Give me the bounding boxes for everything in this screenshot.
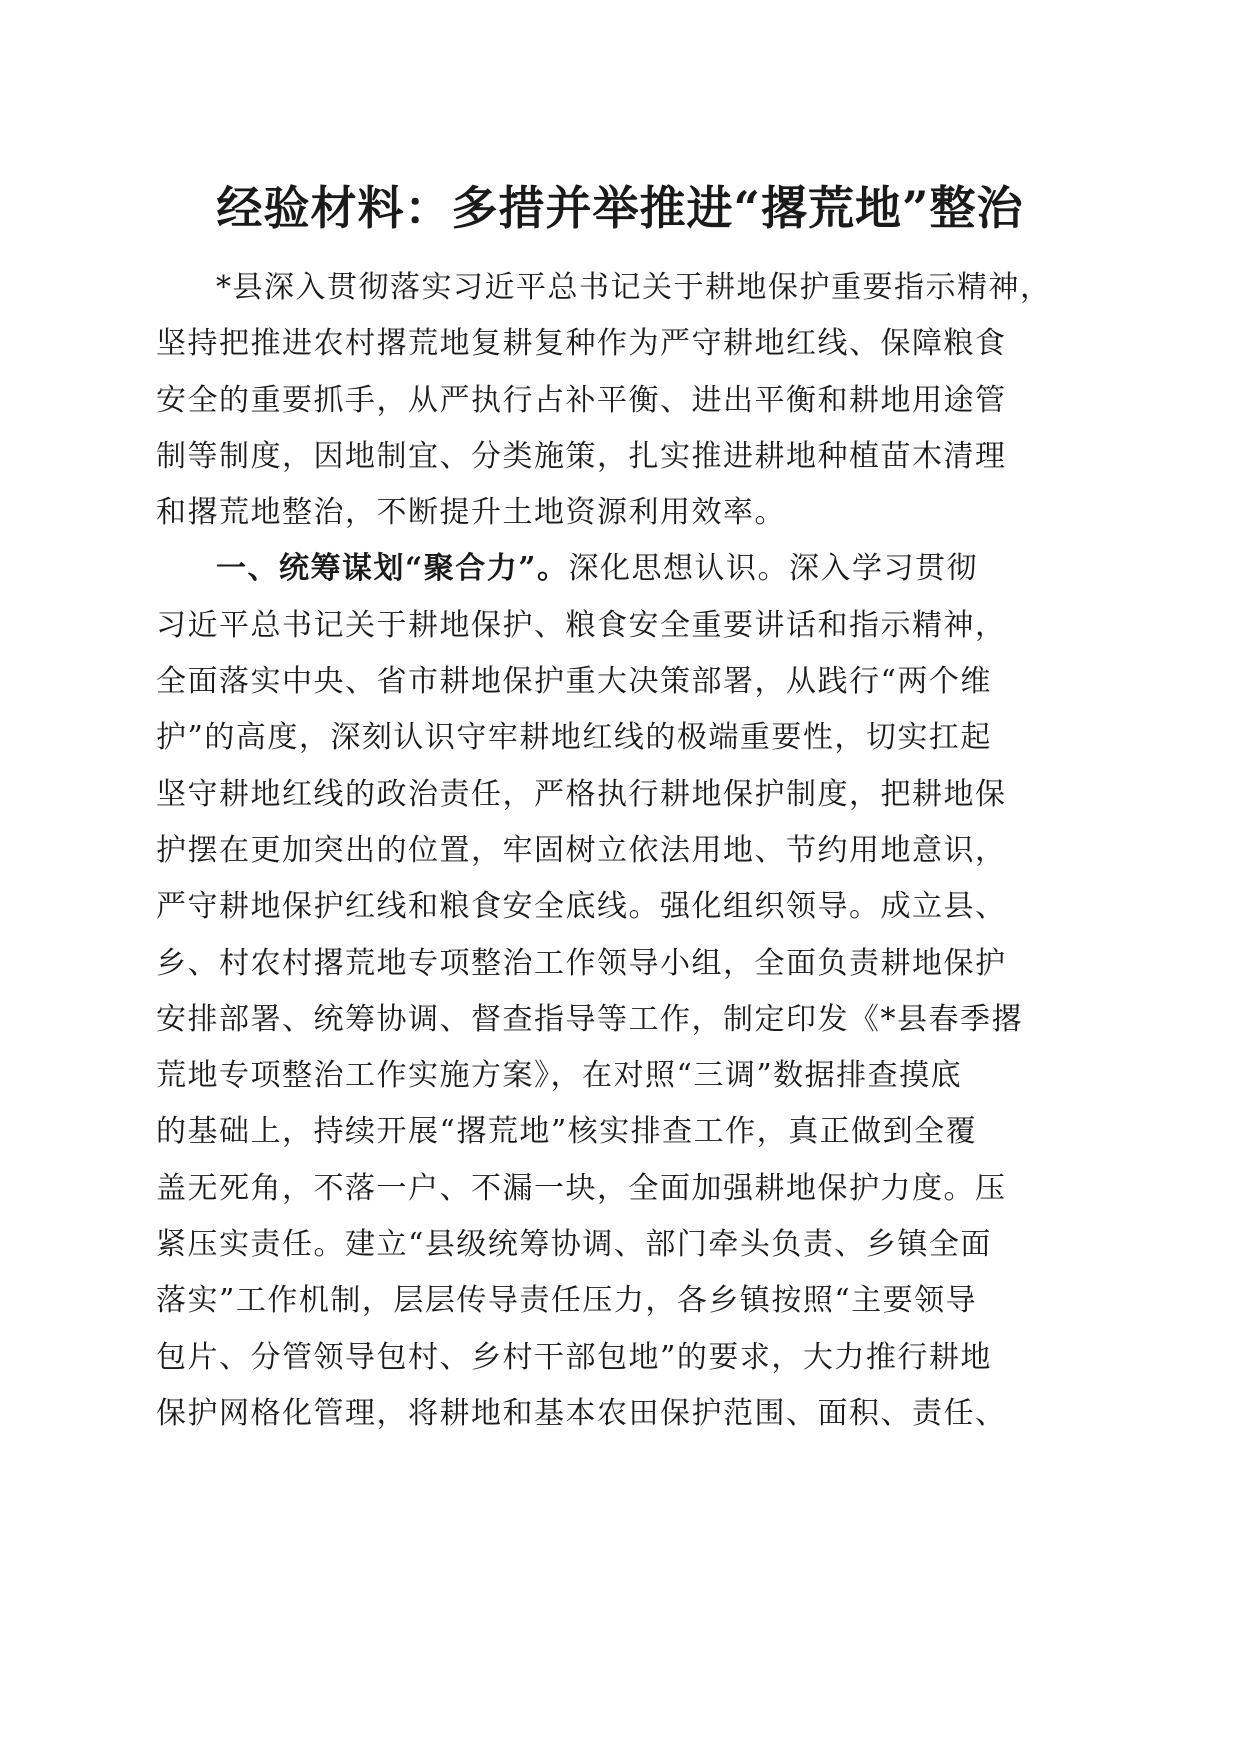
section1-line: 荒地专项整治工作实施方案》，在对照“三调”数据排查摸底 (156, 1058, 963, 1094)
section1-line: 紧压实责任。建立“县级统筹协调、部门牵头负责、乡镇全面 (156, 1227, 992, 1263)
intro-line: 坚持把推进农村撂荒地复耕复种作为严守耕地红线、保障粮食 (156, 326, 1007, 362)
intro-line: *县深入贯彻落实习近平总书记关于耕地保护重要指示精神， (216, 270, 1052, 305)
section1-line: 安排部署、统筹协调、督查指导等工作，制定印发《*县春季撂 (156, 1001, 1023, 1037)
section1-line: 盖无死角，不落一户、不漏一块，全面加强耕地保护力度。压 (156, 1170, 1007, 1206)
section1-heading: 一、统筹谋划“聚合力”。 (216, 551, 569, 587)
section1-line: 护摆在更加突出的位置，牢固树立依法用地、节约用地意识， (156, 832, 1007, 868)
intro-line: 和撂荒地整治，不断提升土地资源利用效率。 (156, 495, 786, 531)
section1-line: 的基础上，持续开展“撂荒地”核实排查工作，真正做到全覆 (156, 1114, 978, 1150)
section1-line: 坚守耕地红线的政治责任，严格执行耕地保护制度，把耕地保 (156, 776, 1007, 812)
section1-first-line-text: 深化思想认识。深入学习贯彻 (568, 551, 979, 587)
intro-line: 安全的重要抓手，从严执行占补平衡、进出平衡和耕地用途管 (156, 382, 1007, 418)
section1-line: 习近平总书记关于耕地保护、粮食安全重要讲话和指示精神， (156, 607, 1007, 643)
section1-line: 保护网格化管理，将耕地和基本农田保护范围、面积、责任、 (156, 1395, 1007, 1431)
section1-first-line (156, 541, 1076, 597)
document-body (156, 260, 1076, 1442)
document-title: 经验材料：多措并举推进“撂荒地”整治 (216, 181, 1024, 235)
section1-line: 落实”工作机制，层层传导责任压力，各乡镇按照“主要领导 (156, 1283, 978, 1319)
intro-line: 制等制度，因地制宜、分类施策，扎实推进耕地种植苗木清理 (156, 438, 1007, 474)
section1-line: 包片、分管领导包村、乡村干部包地”的要求，大力推行耕地 (156, 1339, 992, 1375)
section1-line: 乡、村农村撂荒地专项整治工作领导小组，全面负责耕地保护 (156, 945, 1007, 981)
section1-line: 全面落实中央、省市耕地保护重大决策部署，从践行“两个维 (156, 664, 992, 700)
section1-line: 严守耕地保护红线和粮食安全底线。强化组织领导。成立县、 (156, 889, 1007, 925)
section1-line: 护”的高度，深刻认识守牢耕地红线的极端重要性，切实扛起 (156, 720, 992, 756)
